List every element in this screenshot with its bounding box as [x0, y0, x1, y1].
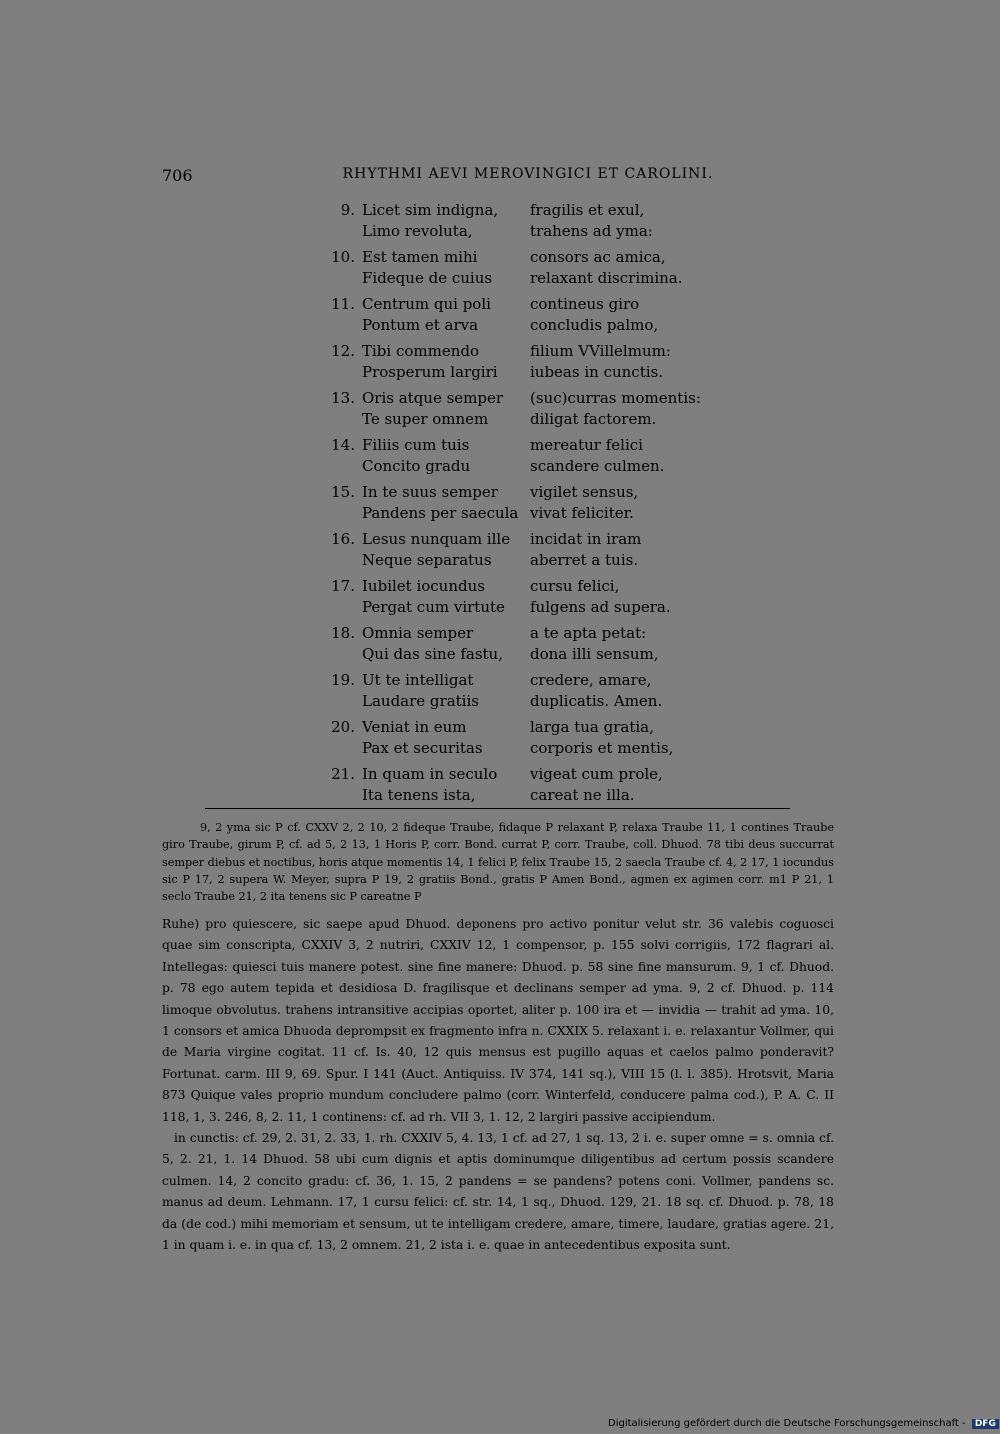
verse-line: scandere culmen.: [530, 457, 665, 475]
verse-line: mereatur felici: [530, 436, 643, 454]
verse-line: diligat factorem.: [530, 410, 657, 428]
verse-line: Iubilet iocundus: [362, 577, 485, 595]
page-header: [162, 166, 834, 186]
stanza: [300, 248, 720, 295]
stanza: [300, 201, 720, 248]
verse-line: (suc)curras momentis:: [530, 389, 701, 407]
verse-line: careat ne illa.: [530, 786, 635, 804]
stanza-number: 17.: [331, 577, 355, 595]
commentary: [162, 914, 834, 1257]
stanza-number: 9.: [340, 201, 355, 219]
stanza-number: 10.: [331, 248, 355, 266]
stanza-number: 12.: [331, 342, 355, 360]
commentary-paragraph-2: in cunctis: cf. 29, 2. 31, 2. 33, 1. rh. CXXIV 5, 4. 13, 1 cf. ad 27, 1 sq. 13, 2 i. e. super omne = s. omnia cf. 5, 2. 21, 1. 14 Dhuod. 58 ubi cum dignis et aptis dominumque diligentibus ad certum possis scandere culmen. 14, 2 concito gradu: cf. 36, 1. 15, 2 pandens = se pandens? potens coni. Vollmer, pandens sc. manus ad deum. Lehmann. 17, 1 cursu felici: cf. str. 14, 1 sq., Dhuod. 129, 21. 18 sq. cf. Dhuod. p. 78, 18 da (de cod.) mihi memoriam et sensum, ut te intelligam credere, amare, timere, laudare, gratias agere. 21, 1 in quam i. e. in qua cf. 13, 2 omnem. 21, 2 ista i. e. quae in antecedentibus exposita sunt.: [162, 1131, 834, 1253]
verse-line: vigilet sensus,: [530, 483, 639, 501]
verse-line: Lesus nunquam ille: [362, 530, 511, 548]
stanza: [300, 389, 720, 436]
verse-line: Qui das sine fastu,: [362, 645, 503, 663]
funding-footer: [608, 1418, 999, 1429]
stanza: [300, 530, 720, 577]
stanza: [300, 295, 720, 342]
funding-text: Digitalisierung gefördert durch die Deutsche Forschungsgemeinschaft -: [608, 1418, 966, 1429]
verse-line: fragilis et exul,: [530, 201, 645, 219]
running-title: RHYTHMI AEVI MEROVINGICI ET CAROLINI.: [342, 166, 714, 182]
verse-line: Est tamen mihi: [362, 248, 478, 266]
verse-line: corporis et mentis,: [530, 739, 674, 757]
stanza: [300, 624, 720, 671]
verse-line: Filiis cum tuis: [362, 436, 470, 454]
verse-line: Pandens per saecula: [362, 504, 519, 522]
verse-line: cursu felici,: [530, 577, 620, 595]
verse-line: larga tua gratia,: [530, 718, 654, 736]
verse-line: Limo revoluta,: [362, 222, 473, 240]
stanza-number: 14.: [331, 436, 355, 454]
stanza-number: 16.: [331, 530, 355, 548]
verse-line: Laudare gratiis: [362, 692, 479, 710]
verse-line: Oris atque semper: [362, 389, 504, 407]
verse-line: concludis palmo,: [530, 316, 659, 334]
stanza: [300, 577, 720, 624]
verse-line: aberret a tuis.: [530, 551, 639, 569]
verse-line: In te suus semper: [362, 483, 498, 501]
verse-line: trahens ad yma:: [530, 222, 653, 240]
footnote-divider: [205, 808, 790, 809]
verse-line: dona illi sensum,: [530, 645, 659, 663]
verse-line: Omnia semper: [362, 624, 474, 642]
verse-line: consors ac amica,: [530, 248, 666, 266]
verse-line: a te apta petat:: [530, 624, 647, 642]
stanza: [300, 436, 720, 483]
stanza-number: 11.: [331, 295, 355, 313]
stanza: [300, 483, 720, 530]
apparatus-text: 9, 2 yma sic P cf. CXXV 2, 2 10, 2 fideque Traube, fidaque P relaxant P, relaxa Traube 11, 1 contines Traube giro Traube, girum P, cf. ad 5, 2 13, 1 Horis P, corr. Bond. currat P, corr. Traube, coll. Dhuod. 78 tibi deus succurrat semper diebus et noctibus, horis atque momentis 14, 1 felici P, felix Traube 15, 2 saecla Traube cf. 4, 2 17, 1 iocundus sic P 17, 2 supera W. Meyer, supra P 19, 2 gratiis Bond., gratis P Amen Bond., agmen ex agimen corr. m1 P 21, 1 seclo Traube 21, 2 ita tenens sic P careatne P: [162, 821, 834, 904]
verse-line: duplicatis. Amen.: [530, 692, 663, 710]
verse-line: Pergat cum virtute: [362, 598, 505, 616]
verse-line: Tibi commendo: [362, 342, 480, 360]
verse-line: fulgens ad supera.: [530, 598, 671, 616]
stanza: [300, 765, 720, 812]
verse-line: Ut te intelligat: [362, 671, 474, 689]
stanza: [300, 671, 720, 718]
stanza-number: 21.: [331, 765, 355, 783]
verse-line: vigeat cum prole,: [530, 765, 663, 783]
poem: [300, 201, 720, 812]
critical-apparatus: [162, 819, 834, 905]
verse-line: Neque separatus: [362, 551, 492, 569]
verse-line: Licet sim indigna,: [362, 201, 499, 219]
verse-line: Ita tenens ista,: [362, 786, 476, 804]
verse-line: Te super omnem: [362, 410, 489, 428]
verse-line: Centrum qui poli: [362, 295, 491, 313]
verse-line: filium VVillelmum:: [530, 342, 671, 360]
stanza-number: 20.: [331, 718, 355, 736]
verse-line: Prosperum largiri: [362, 363, 498, 381]
verse-line: Pax et securitas: [362, 739, 483, 757]
verse-line: Concito gradu: [362, 457, 471, 475]
verse-line: Pontum et arva: [362, 316, 479, 334]
stanza: [300, 718, 720, 765]
verse-line: contineus giro: [530, 295, 640, 313]
verse-line: In quam in seculo: [362, 765, 498, 783]
verse-line: vivat feliciter.: [530, 504, 634, 522]
commentary-paragraph-1: Ruhe) pro quiescere, sic saepe apud Dhuod. deponens pro activo ponitur velut str. 36 valebis coguosci quae sim conscripta, CXXIV 3, 2 nutriri, CXXIV 12, 1 compensor, p. 155 solvi corrigiis, 172 flagrari al. Intellegas: quiesci tuis manere potest. sine fine manere: Dhuod. p. 58 sine fine mansurum. 9, 1 cf. Dhuod. p. 78 ego autem tepida et desidiosa D. fragilisque et declinans semper ad yma. 9, 2 cf. Dhuod. p. 114 limoque obvolutus. trahens intransitive accipias oportet, aliter p. 100 ira et — invidia — trahit ad yma. 10, 1 consors et amica Dhuoda deprompsit ex fragmento infra n. CXXIX 5. relaxant i. e. relaxantur Vollmer, qui de Maria virgine cogitat. 11 cf. Is. 40, 12 quis mensus est pugillo aquas et caelos palmo ponderavit? Fortunat. carm. III 9, 69. Spur. I 141 (Auct. Antiquiss. IV 374, 141 sq.), VIII 15 (l. l. 385). Hrotsvit, Maria 873 Quique vales proprio mundum concludere palmo (corr. Winterfeld, conducere palma cod.), P. A. C. II 118, 1, 3. 246, 8, 2. 11, 1 continens: cf. ad rh. VII 3, 1. 12, 2 largiri passive accipiendum.: [162, 917, 834, 1124]
verse-line: Fideque de cuius: [362, 269, 493, 287]
page-number: 706: [162, 166, 193, 185]
verse-line: iubeas in cunctis.: [530, 363, 663, 381]
dfg-logo: DFG: [972, 1419, 999, 1429]
stanza-number: 19.: [331, 671, 355, 689]
stanza-number: 15.: [331, 483, 355, 501]
stanza-number: 18.: [331, 624, 355, 642]
stanza: [300, 342, 720, 389]
verse-line: Veniat in eum: [362, 718, 467, 736]
verse-line: credere, amare,: [530, 671, 652, 689]
stanza-number: 13.: [331, 389, 355, 407]
verse-line: incidat in iram: [530, 530, 642, 548]
verse-line: relaxant discrimina.: [530, 269, 683, 287]
